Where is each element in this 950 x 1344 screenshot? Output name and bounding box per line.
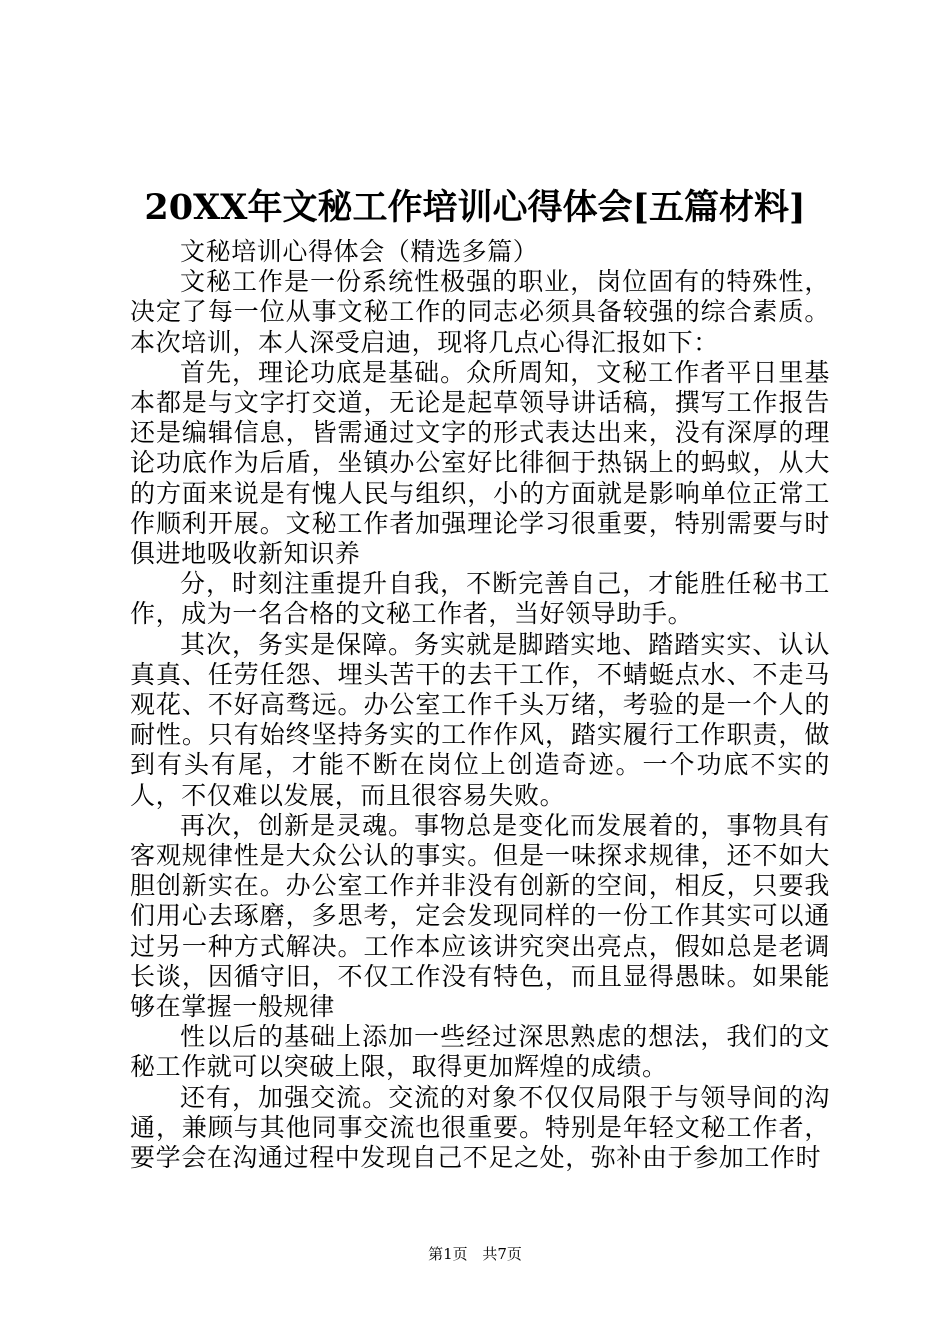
paragraph: 还有，加强交流。交流的对象不仅仅局限于与领导间的沟通，兼顾与其他同事交流也很重要。特别是年轻文秘工作者，要学会在沟通过程中发现自己不足之处，弥补由于参加工作时 [130,1082,830,1173]
paragraph: 性以后的基础上添加一些经过深思熟虑的想法，我们的文秘工作就可以突破上限，取得更加辉煌的成绩。 [130,1022,830,1082]
paragraph: 文秘培训心得体会（精选多篇） [180,237,539,266]
paragraph: 其次，务实是保障。务实就是脚踏实地、踏踏实实、认认真真、任劳任怨、埋头苦干的去干工作，不蜻蜓点水、不走马观花、不好高骛远。办公室工作千头万绪，考验的是一个人的耐性。只有始终坚持务实的工作作风，踏实履行工作职责，做到有头有尾，才能不断在岗位上创造奇迹。一个功底不实的人，不仅难以发展，而且很容易失败。 [130,629,830,810]
page-number-total: 共7页 [482,1245,522,1263]
page-footer [0,1244,950,1264]
document-title: 20XX年文秘工作培训心得体会[五篇材料] [144,187,806,228]
paragraph: 再次，创新是灵魂。事物总是变化而发展着的，事物具有客观规律性是大众公认的事实。但是一味探求规律，还不如大胆创新实在。办公室工作并非没有创新的空间，相反，只要我们用心去琢磨，多思考，定会发现同样的一份工作其实可以通过另一种方式解决。工作本应该讲究突出亮点，假如总是老调长谈，因循守旧，不仅工作没有特色，而且显得愚昧。如果能够在掌握一般规律 [130,810,830,1022]
paragraph: 分，时刻注重提升自我，不断完善自己，才能胜任秘书工作，成为一名合格的文秘工作者，当好领导助手。 [130,569,830,629]
paragraph: 首先，理论功底是基础。众所周知，文秘工作者平日里基本都是与文字打交道，无论是起草领导讲话稿，撰写工作报告还是编辑信息，皆需通过文字的形式表达出来，没有深厚的理论功底作为后盾，坐镇办公室好比徘徊于热锅上的蚂蚁，从大的方面来说是有愧人民与组织，小的方面就是影响单位正常工作顺利开展。文秘工作者加强理论学习很重要，特别需要与时俱进地吸收新知识养 [130,357,830,569]
page-number-current: 第1页 [428,1245,468,1263]
document-body [130,237,830,1173]
paragraph: 文秘工作是一份系统性极强的职业，岗位固有的特殊性，决定了每一位从事文秘工作的同志必须具备较强的综合素质。本次培训，本人深受启迪，现将几点心得汇报如下： [130,267,830,357]
